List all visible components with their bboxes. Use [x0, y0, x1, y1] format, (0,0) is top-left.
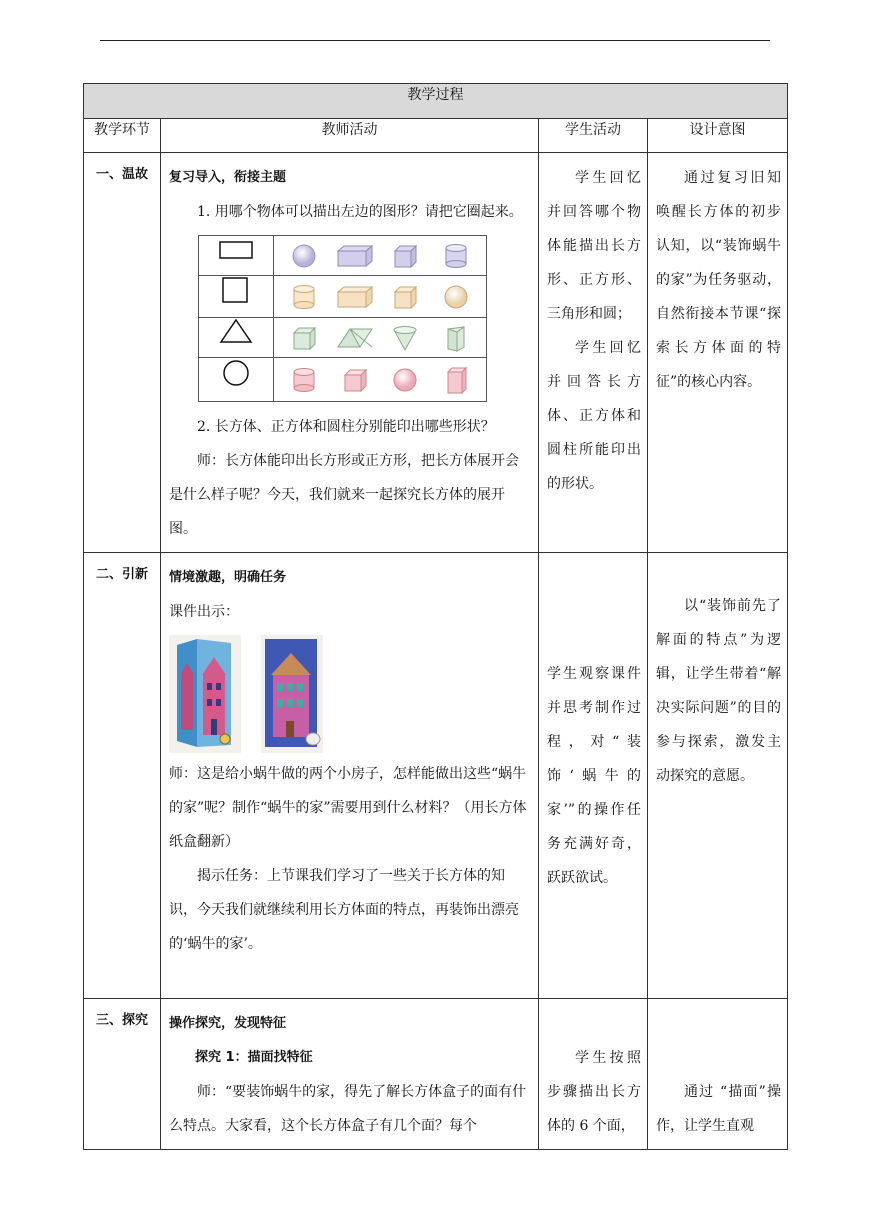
teacher-remark: 师：“要装饰蜗牛的家，得先了解长方体盒子的面有什么特点。大家看，这个长方体盒子有几个面？每个	[169, 1084, 527, 1134]
cube-icon	[382, 241, 428, 271]
header-design: 设计意图	[648, 119, 788, 153]
courseware-label: 课件出示：	[169, 604, 239, 620]
triangular-prism-icon	[332, 323, 378, 353]
table-row	[84, 999, 788, 1150]
teacher-activity	[161, 999, 539, 1150]
snail-houses-images	[169, 635, 530, 753]
student-activity	[539, 153, 648, 553]
triangle-shape	[199, 318, 274, 358]
student-activity	[539, 553, 648, 999]
stage-label: 三、探究	[84, 999, 161, 1150]
cube-icon	[281, 323, 327, 353]
option-row	[274, 276, 487, 318]
snail-house-image-1	[169, 635, 241, 753]
option-row	[274, 318, 487, 358]
table-title: 教学过程	[84, 84, 788, 119]
option-row	[274, 358, 487, 402]
snail-house-image-2	[261, 635, 323, 753]
student-activity-1: 学生回忆并回答哪个物体能描出长方形、正方形、三角形和圆；	[547, 170, 641, 322]
design-intent	[648, 153, 788, 553]
task-reveal: 揭示任务：上节课我们学习了一些关于长方体的知识，今天我们就继续利用长方体面的特点，再装饰出漂亮的‘蜗牛的家’。	[169, 868, 519, 952]
design-intent-text: 通过复习旧知唤醒长方体的初步认知，以“装饰蜗牛的家”为任务驱动，自然衔接本节课“探索长方体面的特征”的核心内容。	[656, 170, 781, 390]
cylinder-icon	[281, 365, 327, 395]
shape-matching-table	[198, 235, 487, 402]
student-activity-text: 学生观察课件并思考制作过程，对“装饰‘蜗牛的家’”的操作任务充满好奇，跃跃欲试。	[547, 666, 641, 886]
header-stage: 教学环节	[84, 119, 161, 153]
student-activity-2: 学生回忆并回答长方体、正方体和圆柱所能印出的形状。	[547, 340, 641, 492]
cylinder-icon	[433, 241, 479, 271]
sphere-icon	[433, 282, 479, 312]
section-subtitle: 操作探究，发现特征	[169, 1016, 287, 1031]
square-shape	[199, 276, 274, 318]
teacher-activity	[161, 553, 539, 999]
teaching-process-table	[83, 83, 788, 1150]
sphere-icon	[382, 365, 428, 395]
table-row	[84, 153, 788, 553]
student-activity-text: 学生按照步骤描出长方体的 6 个面，	[547, 1050, 641, 1134]
teacher-activity	[161, 153, 539, 553]
question-2: 2. 长方体、正方体和圆柱分别能印出哪些形状？	[197, 419, 495, 435]
student-activity	[539, 999, 648, 1150]
sphere-icon	[281, 241, 327, 271]
cuboid-icon	[332, 282, 378, 312]
table-row	[84, 553, 788, 999]
stage-label: 一、温故	[84, 153, 161, 553]
design-intent	[648, 553, 788, 999]
design-intent-text: 以“装饰前先了解面的特点”为逻辑，让学生带着“解决实际问题”的目的参与探索，激发主动探究的意愿。	[656, 598, 781, 784]
circle-shape	[199, 358, 274, 402]
cube-icon	[332, 365, 378, 395]
cylinder-icon	[281, 282, 327, 312]
header-rule	[100, 40, 770, 41]
section-subtitle: 复习导入，衔接主题	[169, 170, 287, 185]
cone-icon	[382, 323, 428, 353]
header-teacher: 教师活动	[161, 119, 539, 153]
cube-icon	[382, 282, 428, 312]
section-subtitle: 情境激趣，明确任务	[169, 570, 287, 585]
question-1: 1. 用哪个物体可以描出左边的图形？请把它圈起来。	[197, 204, 523, 220]
design-intent	[648, 999, 788, 1150]
triangular-prism-icon	[433, 323, 479, 353]
option-row	[274, 236, 487, 276]
rectangle-shape	[199, 236, 274, 276]
cuboid-icon	[433, 365, 479, 395]
teacher-remark: 师：长方体能印出长方形或正方形，把长方体展开会是什么样子呢？今天，我们就来一起探究长方体的展开图。	[169, 453, 519, 537]
cuboid-icon	[332, 241, 378, 271]
explore-heading: 探究 1：描面找特征	[195, 1050, 313, 1065]
header-student: 学生活动	[539, 119, 648, 153]
teacher-remark: 师：这是给小蜗牛做的两个小房子，怎样能做出这些“蜗牛的家”呢？制作“蜗牛的家”需要用到什么材料？（用长方体纸盒翻新）	[169, 766, 527, 850]
design-intent-text: 通过 “描面”操作，让学生直观	[656, 1084, 781, 1134]
stage-label: 二、引新	[84, 553, 161, 999]
